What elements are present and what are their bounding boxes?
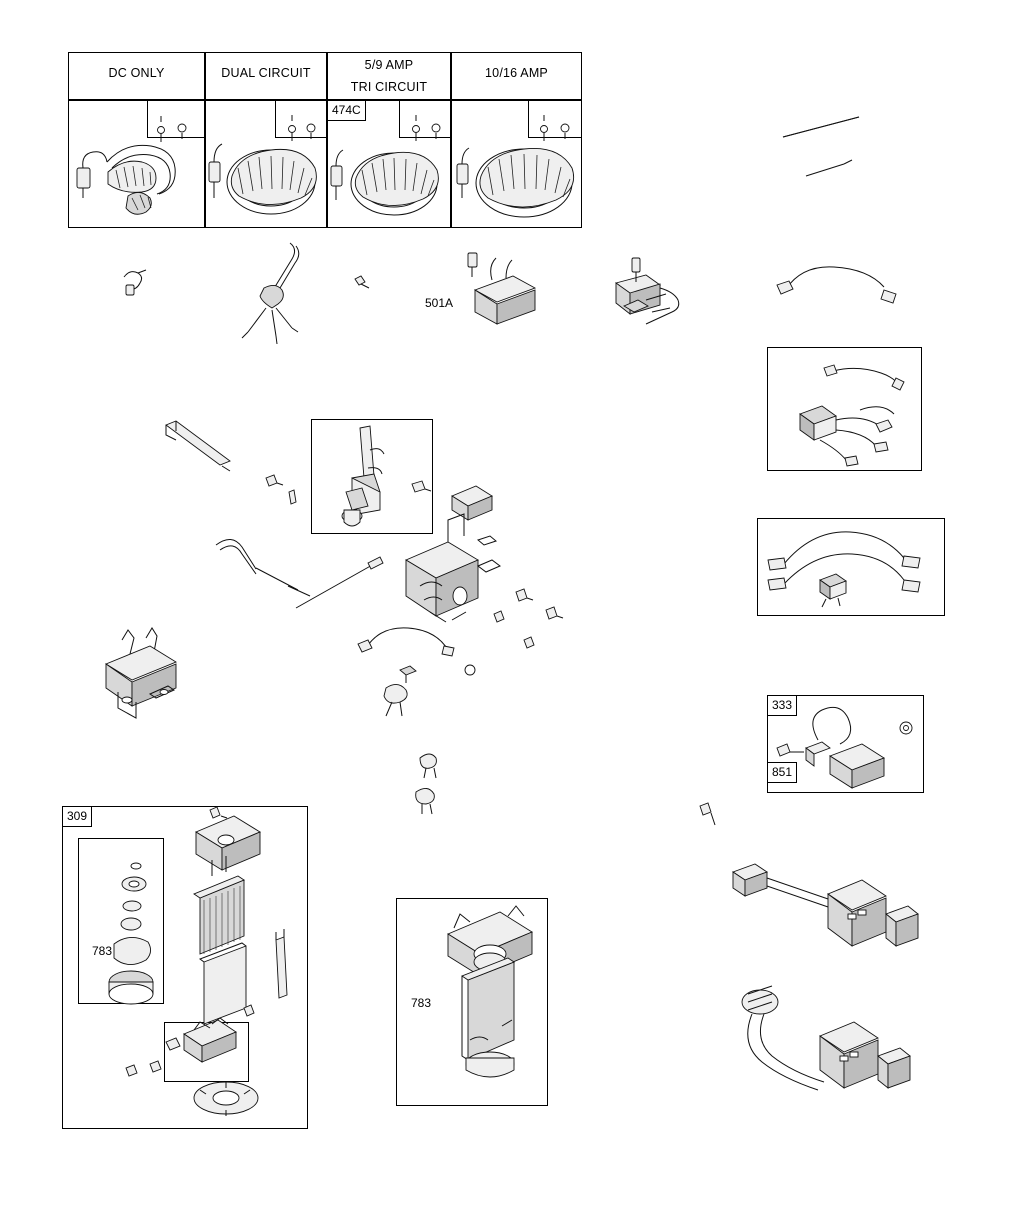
- hardware-subcell-10-16-amp: [528, 100, 582, 138]
- art-left-control-bracket: [106, 628, 176, 718]
- art-501A-module: [468, 253, 535, 324]
- header-label-tri-circuit-sub: TRI CIRCUIT: [350, 80, 428, 94]
- frame-flywheel-key-group: [311, 419, 433, 534]
- art-loop-cable-center: [358, 589, 563, 716]
- art-connector-cable-lower: [742, 986, 910, 1090]
- art-wire-loop-right: [777, 267, 896, 303]
- header-label-dc-only: DC ONLY: [108, 66, 165, 80]
- hardware-subcell-tri-circuit: [399, 100, 451, 138]
- callout-309: 309: [62, 806, 92, 827]
- hardware-subcell-dc-only: [147, 100, 205, 138]
- art-screw-mid: [355, 276, 369, 288]
- frame-starter-internal-parts: [78, 838, 164, 1004]
- callout-474C: 474C: [327, 100, 366, 121]
- callout-783-exploded: 783: [92, 944, 113, 958]
- art-spark-plug-wire: [242, 243, 299, 344]
- callout-501A: 501A: [425, 296, 454, 310]
- callout-333: 333: [767, 695, 797, 716]
- hardware-subcell-dual-circuit: [275, 100, 327, 138]
- frame-starter-drive-parts: [164, 1022, 249, 1082]
- art-rod-and-pin: [783, 117, 859, 176]
- header-label-10-16-amp: 10/16 AMP: [485, 66, 548, 80]
- callout-783-assembly: 783: [411, 996, 432, 1010]
- frame-jumper-cables: [757, 518, 945, 616]
- art-small-lead-left: [124, 270, 146, 295]
- header-label-tri-circuit: 5/9 AMP: [364, 58, 414, 72]
- callout-851: 851: [767, 762, 797, 783]
- frame-wiring-harness-upper-right: [767, 347, 922, 471]
- header-label-dual-circuit: DUAL CIRCUIT: [221, 66, 311, 80]
- art-ignition-coil-module: [616, 258, 679, 324]
- art-connector-cable-upper: [733, 864, 918, 946]
- art-rods-center-left: [216, 539, 383, 608]
- art-flat-bracket-bar: [166, 421, 230, 471]
